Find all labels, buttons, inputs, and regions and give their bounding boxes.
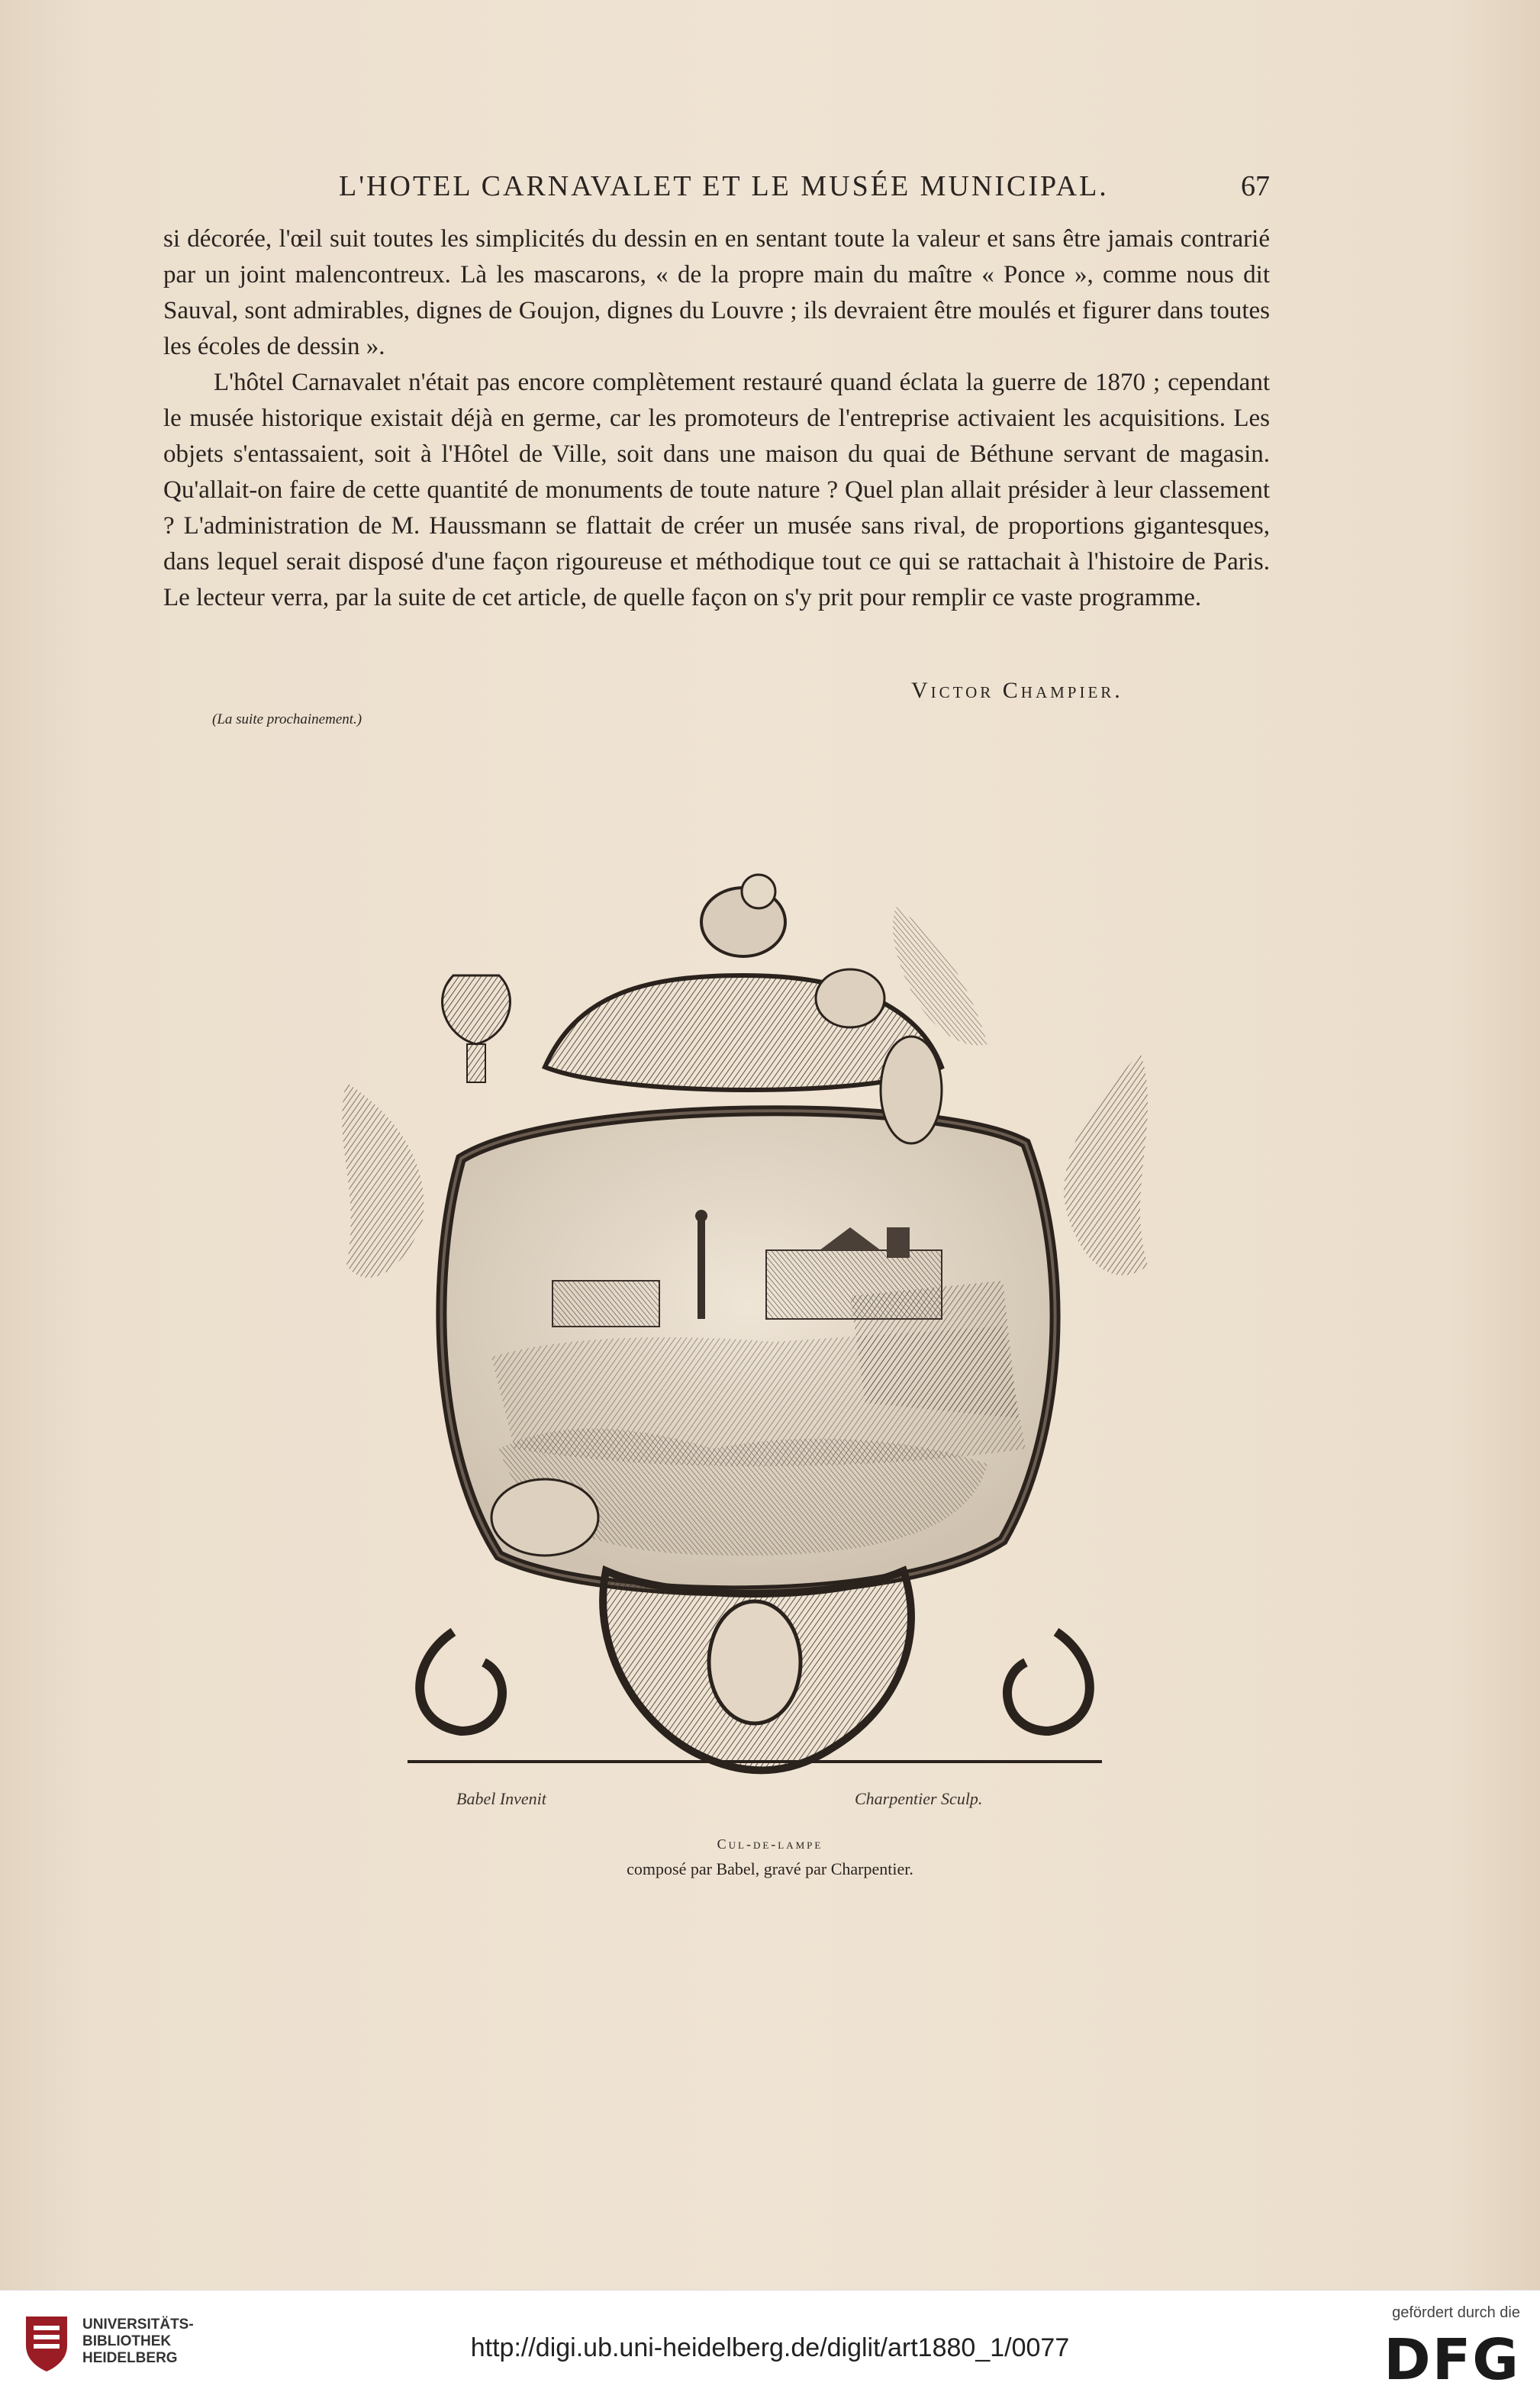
article-body xyxy=(163,221,1270,616)
paragraph-2: L'hôtel Carnavalet n'était pas encore complètement restauré quand éclata la guerre de 1870 ; cependant le musée historique existait déjà en germe, car les promoteurs de l'entreprise activaient les acquisitions. Les objets s'entassaient, soit à l'Hôtel de Ville, soit dans une maison du quai de Béthune servant de magasin. Qu'allait-on faire de cette quantité de monuments de toute nature ? Quel plan allait présider à leur classement ? L'administration de M. Haussmann se flattait de créer un musée sans rival, de proportions gigantesques, dans lequel serait disposé d'une façon rigoureuse et méthodique tout ce qui se rattachait à l'histoire de Paris. Le lecteur verra, par la suite de cet article, de quelle façon on s'y prit pour remplir ce vaste programme. xyxy=(163,369,1270,611)
page-number: 67 xyxy=(1241,170,1270,202)
viewer-footer xyxy=(0,2290,1540,2402)
funded-by-label: gefördert durch die xyxy=(1392,2304,1520,2321)
library-name-line-1: UNIVERSITÄTS- xyxy=(82,2317,194,2333)
running-title: L'HOTEL CARNAVALET ET LE MUSÉE MUNICIPAL. xyxy=(339,170,1109,202)
continuation-note: (La suite prochainement.) xyxy=(212,711,362,727)
library-name-line-3: HEIDELBERG xyxy=(82,2350,178,2366)
credit-designer: Babel Invenit xyxy=(456,1789,546,1808)
paragraph-1: si décorée, l'œil suit toutes les simplicités du dessin en en sentant toute la valeur et sans être jamais contrarié par un joint malencontreux. Là les mascarons, « de la propre main du maître « Ponce », comme nous dit Sauval, sont admirables, dignes de Goujon, dignes du Louvre ; ils devraient être moulés et figurer dans toutes les écoles de dessin ». xyxy=(163,225,1270,360)
credit-engraver: Charpentier Sculp. xyxy=(855,1789,983,1808)
cul-de-lampe-engraving xyxy=(316,869,1194,1815)
engraving-illustration xyxy=(316,869,1194,1815)
permalink-url[interactable]: http://digi.ub.uni-heidelberg.de/diglit/art1880_1/0077 xyxy=(470,2333,1070,2362)
dfg-logo: DFG xyxy=(1384,2327,1520,2393)
library-name-line-2: BIBLIOTHEK xyxy=(82,2333,172,2349)
running-header xyxy=(163,169,1270,215)
plate-caption-title: Cul-de-lampe xyxy=(717,1836,823,1852)
author-signature: Victor Champier. xyxy=(911,678,1123,703)
plate-caption-subtitle: composé par Babel, gravé par Charpentier. xyxy=(627,1859,913,1878)
